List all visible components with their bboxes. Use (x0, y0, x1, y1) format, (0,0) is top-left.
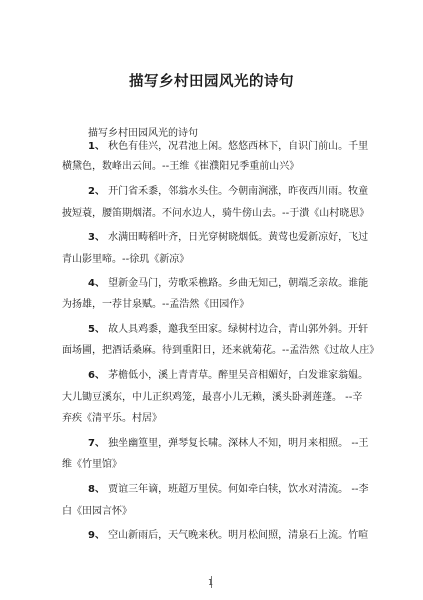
poem-line (62, 345, 379, 357)
poem-number: 3、 (88, 232, 105, 243)
poem-number: 8、 (88, 484, 105, 495)
poem-line (88, 370, 368, 382)
poem-text: 为扬雄，一荐甘泉赋。--孟浩然《田园作》 (62, 299, 250, 310)
poem-number: 2、 (88, 186, 105, 197)
poem-number: 9、 (88, 530, 105, 541)
poem-text: 独坐幽篁里，弹琴复长啸。深林人不知，明月来相照。 --王 (104, 438, 369, 449)
poem-line (88, 530, 368, 542)
poem-text: 白《田园言怀》 (62, 506, 132, 517)
poem-number: 5、 (88, 324, 105, 335)
poem-line (88, 186, 368, 198)
poem-line (88, 232, 368, 244)
poem-line (62, 208, 369, 220)
poem-line (88, 324, 368, 336)
page-subtitle: 描写乡村田园风光的诗句 (88, 128, 198, 139)
poem-line (62, 161, 299, 173)
poem-line (62, 299, 249, 311)
poem-number: 6、 (88, 370, 105, 381)
poem-text: 披短蓑，腰笛期烟渚。不问水边人，骑牛傍山去。--于潰《山村晓思》 (62, 208, 370, 219)
page-number: 1 (208, 578, 214, 587)
poem-line (88, 141, 368, 153)
poem-text: 秋色有佳兴，况君池上闲。悠悠西林下，自识门前山。千里 (104, 141, 369, 152)
poem-text: 大儿锄豆溪东，中儿正织鸡笼，最喜小儿无赖，溪头卧剥莲蓬。 --辛 (62, 392, 363, 403)
poem-line (62, 392, 362, 404)
poem-line (88, 484, 369, 496)
poem-number: 7、 (88, 438, 105, 449)
poem-line (62, 413, 162, 425)
poem-text: 青山影里啼。--徐玑《新凉》 (62, 254, 190, 265)
poem-line (88, 438, 369, 450)
poem-number: 1、 (88, 141, 105, 152)
poem-line (62, 506, 132, 518)
poem-text: 横黛色，数峰出云间。--王维《崔濮阳兄季重前山兴》 (62, 161, 300, 172)
poem-text: 面场圃，把酒话桑麻。待到重阳日，还来就菊花。--孟浩然《过故人庄》 (62, 345, 380, 356)
poem-line (62, 459, 122, 471)
poem-line (62, 254, 189, 266)
poem-line (88, 278, 368, 290)
poem-text: 空山新雨后，天气晚来秋。明月松间照，清泉石上流。竹喧 (104, 530, 369, 541)
page-title: 描写乡村田园风光的诗句 (129, 74, 294, 90)
poem-text: 维《竹里馆》 (62, 459, 122, 470)
poem-text: 故人具鸡黍，邀我至田家。绿树村边合，青山郭外斜。开轩 (104, 324, 369, 335)
poem-text: 望新金马门，劳歌采樵路。乡曲无知己，朝端乏亲故。谁能 (104, 278, 369, 289)
poem-text: 弃疾《清平乐。村居》 (62, 413, 162, 424)
poem-text: 贾谊三年谪，班超万里侯。何如牵白犊，饮水对清流。 --李 (104, 484, 369, 495)
poem-text: 茅檐低小，溪上青青草。醉里吴音相媚好，白发谁家翁媪。 (104, 370, 369, 381)
poem-text: 开门省禾黍，邻翁水头住。今朝南涧涨，昨夜西川雨。牧童 (104, 186, 369, 197)
poem-text: 水满田畴稻叶齐，日光穿树晓烟低。黄莺也爱新凉好，飞过 (104, 232, 369, 243)
poem-number: 4、 (88, 278, 105, 289)
